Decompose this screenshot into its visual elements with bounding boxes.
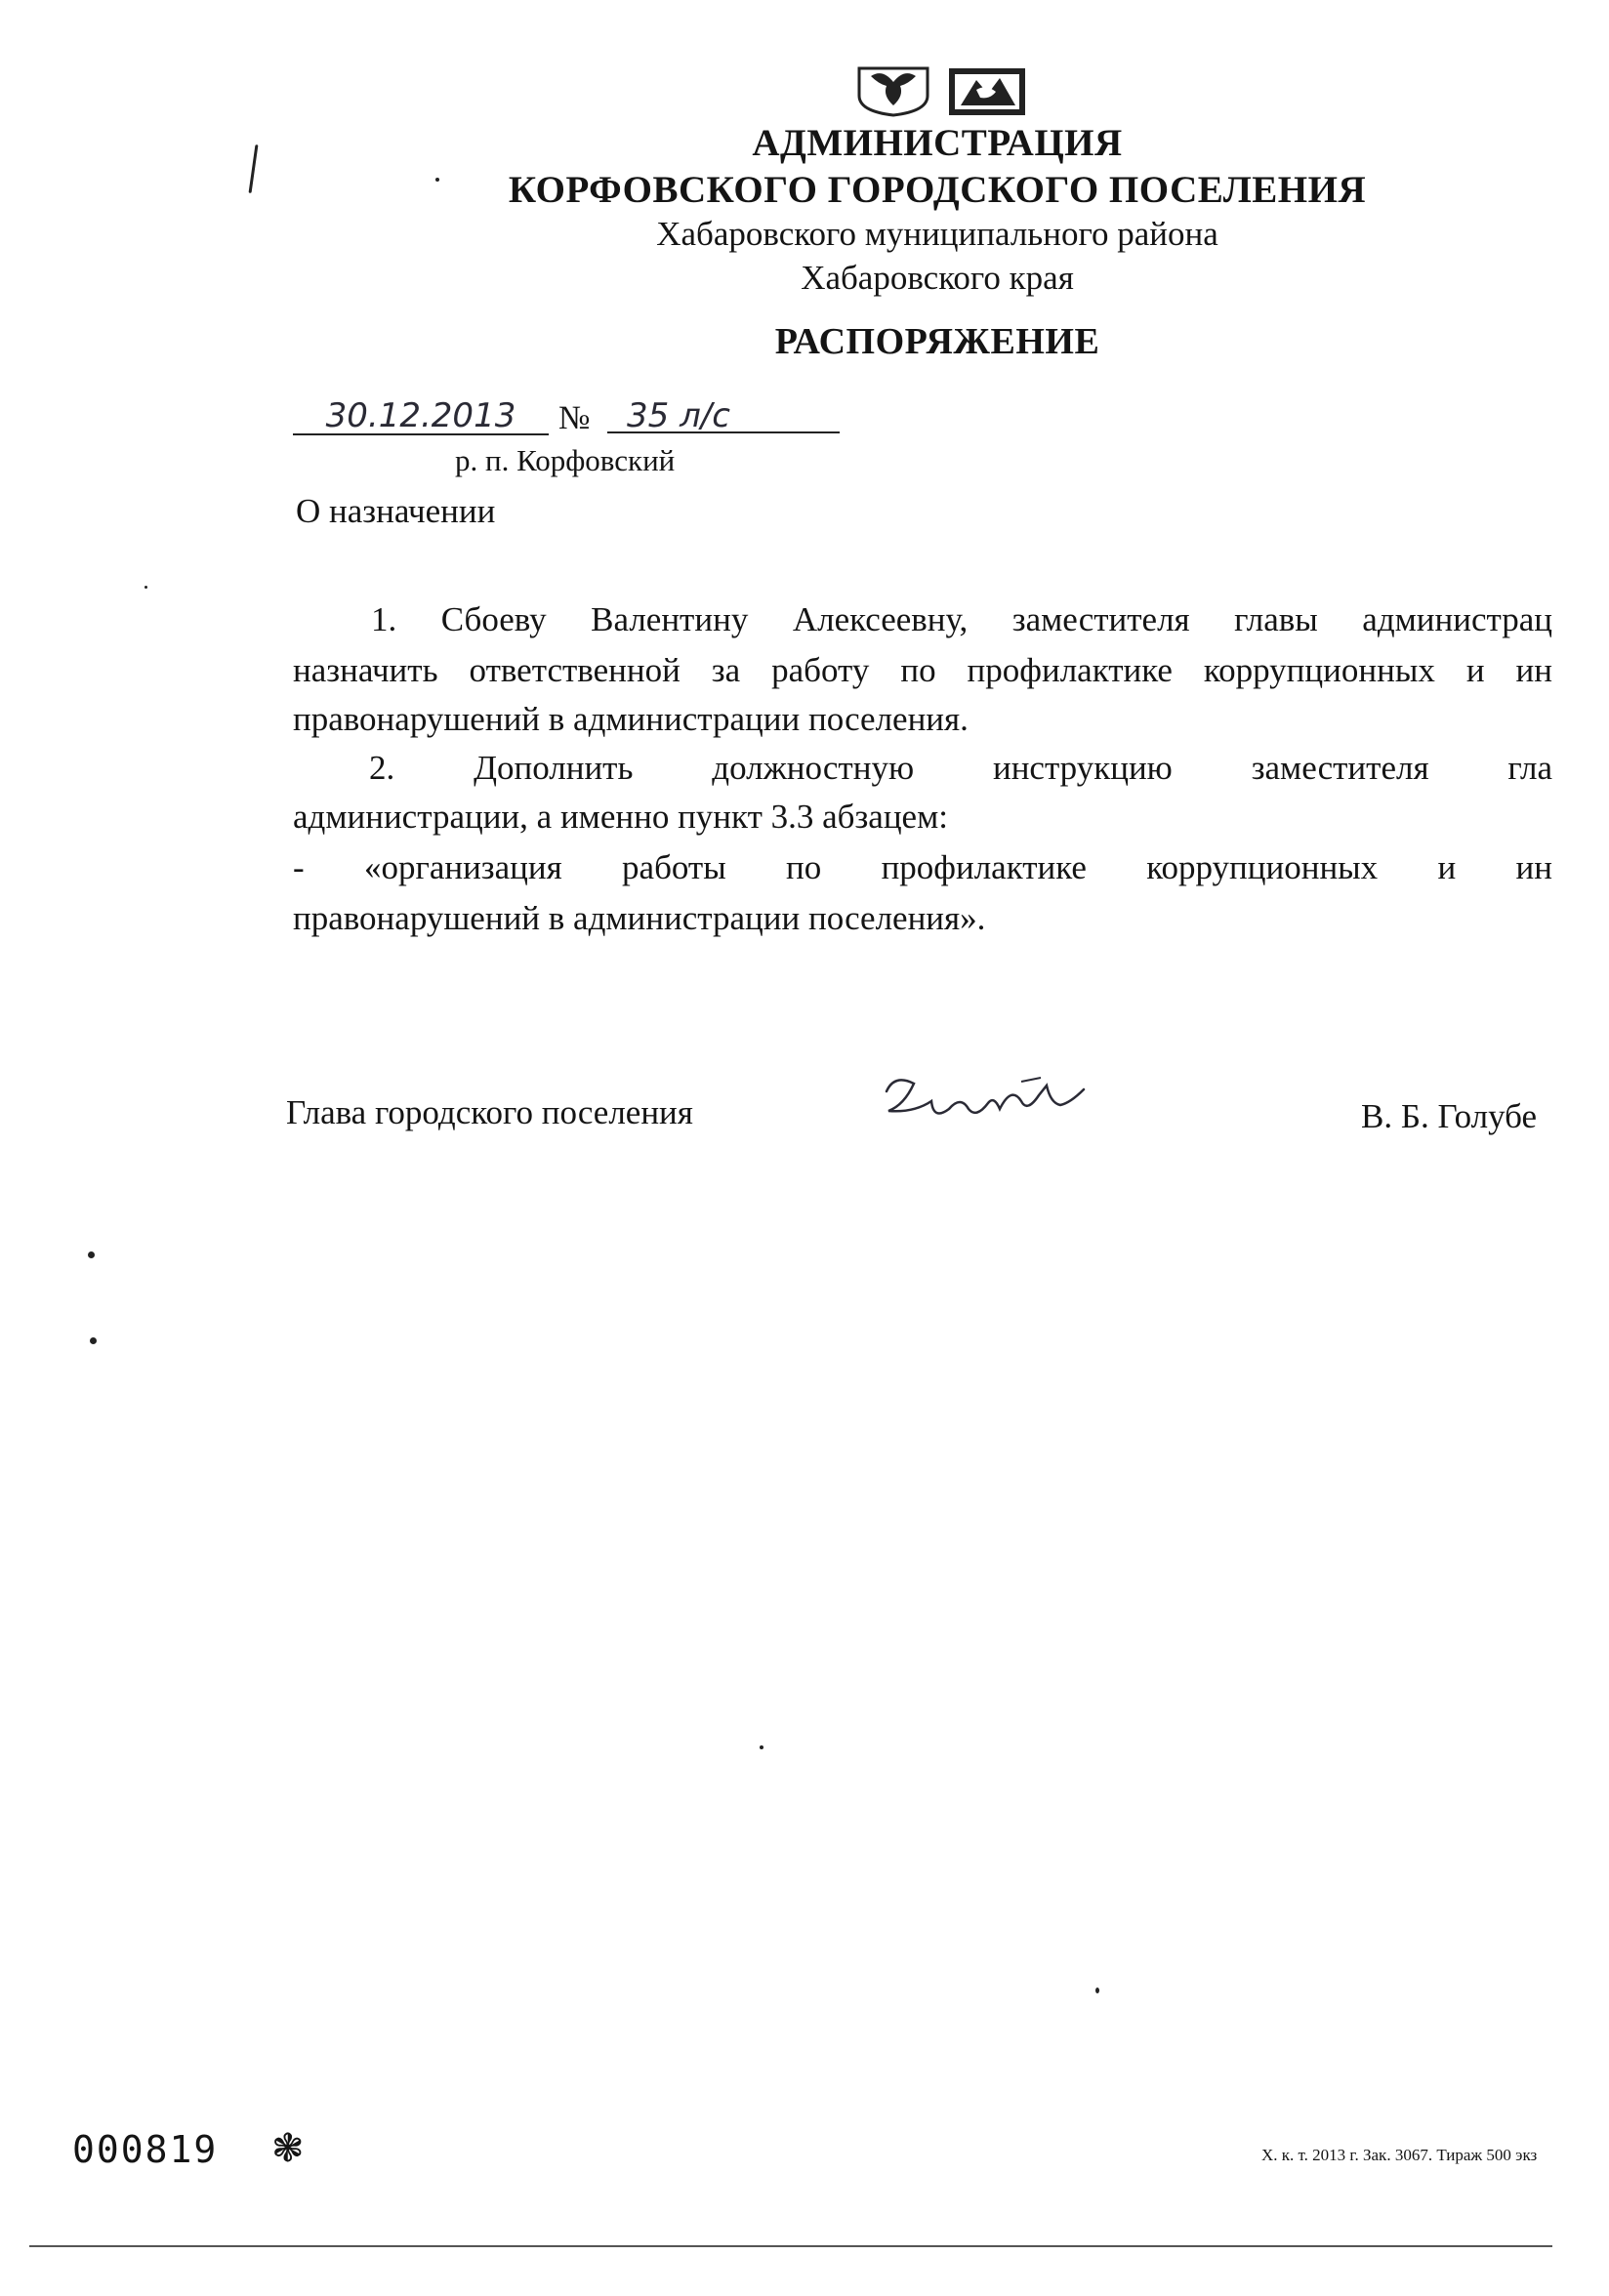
- printer-mark-icon: ❃: [271, 2126, 305, 2171]
- scan-speck: [1095, 1988, 1099, 1993]
- paragraph-1-line-1: 1. Сбоеву Валентину Алексеевну, заместителя главы администрац: [371, 600, 1552, 638]
- page-bottom-rule: [29, 2245, 1552, 2247]
- coat-of-arms-tiger-icon: [947, 66, 1027, 117]
- scan-speck: [760, 1745, 763, 1749]
- org-title-line2: КОРФОВСКОГО ГОРОДСКОГО ПОСЕЛЕНИЯ: [508, 169, 1367, 211]
- paragraph-2-line-2: администрации, а именно пункт 3.3 абзацем:: [293, 798, 948, 836]
- document-type: РАСПОРЯЖЕНИЕ: [774, 321, 1100, 362]
- document-number: 35 л/с: [607, 398, 840, 433]
- number-sign: №: [558, 400, 591, 436]
- scan-speck: [144, 586, 147, 589]
- print-info: Х. к. т. 2013 г. Зак. 3067. Тираж 500 экз: [1261, 2146, 1538, 2164]
- handwritten-signature: [875, 1066, 1099, 1144]
- serial-number: 000819: [72, 2128, 219, 2171]
- paragraph-2-line-3: - «организация работы по профилактике коррупционных и ин: [293, 848, 1552, 886]
- paragraph-1-line-2: назначить ответственной за работу по профилактике коррупционных и ин: [293, 651, 1552, 689]
- org-title-line1: АДМИНИСТРАЦИЯ: [752, 122, 1123, 164]
- signatory-position: Глава городского поселения: [286, 1093, 693, 1131]
- scan-speck: [88, 1251, 95, 1258]
- region-line1: Хабаровского муниципального района: [656, 215, 1218, 253]
- scan-speck: [435, 178, 439, 182]
- place-of-issue: р. п. Корфовский: [455, 443, 676, 477]
- region-line2: Хабаровского края: [801, 259, 1074, 297]
- signatory-name: В. Б. Голубе: [1361, 1097, 1538, 1135]
- paragraph-1-line-3: правонарушений в администрации поселения.: [293, 700, 969, 738]
- paragraph-2-line-1: 2. Дополнить должностную инструкцию заместителя гла: [369, 749, 1552, 787]
- coat-of-arms-eagle-icon: [855, 66, 931, 117]
- paragraph-2-line-4: правонарушений в администрации поселения».: [293, 899, 986, 937]
- document-date: 30.12.2013: [293, 398, 549, 435]
- scan-speck: [90, 1337, 97, 1344]
- document-subject: О назначении: [296, 492, 496, 530]
